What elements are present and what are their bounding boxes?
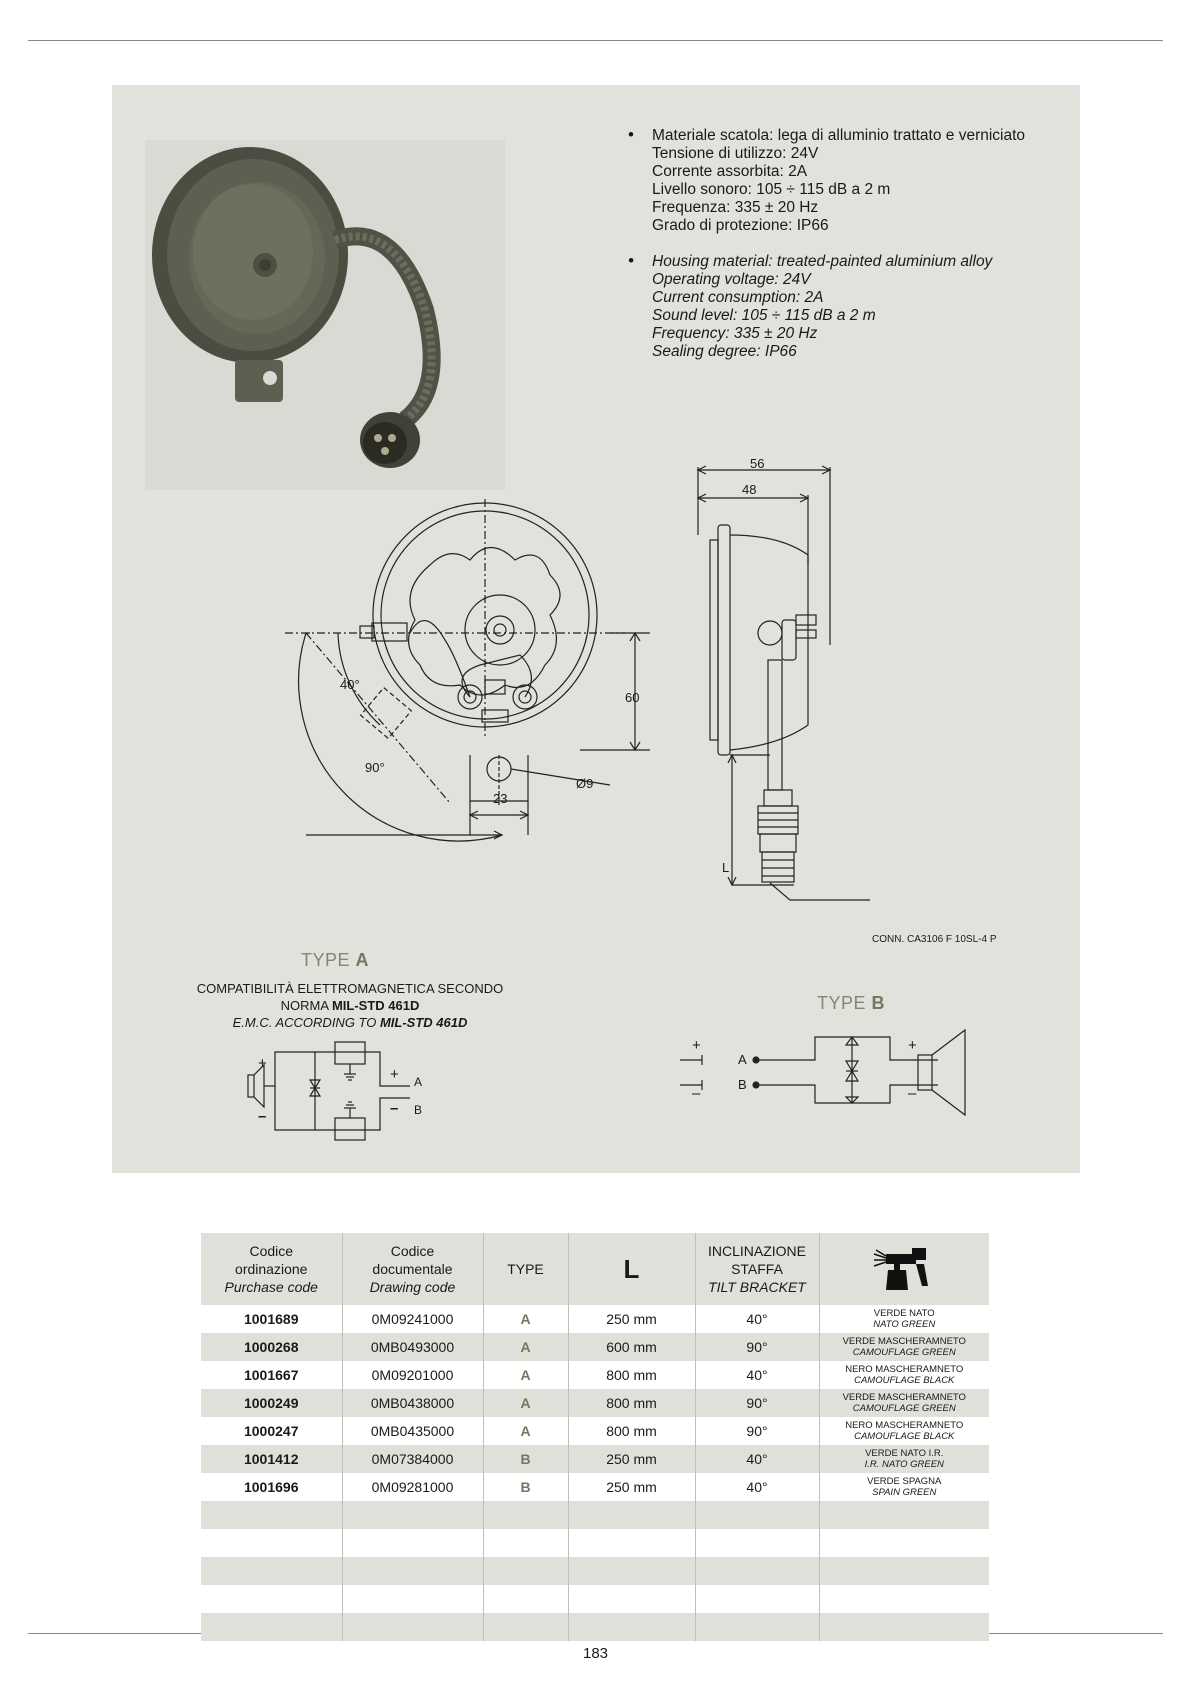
emc-line-2: NORMA MIL-STD 461D [280,998,420,1013]
dim-l-label: L [722,860,730,875]
dim-48-label: 48 [742,482,757,497]
angle-40-label: 40° [340,677,360,692]
cell-code: 1000249 [201,1389,342,1417]
circuit-a-label-b: B [414,1103,423,1117]
header-type: TYPE [483,1233,568,1305]
spray-gun-icon [872,1242,936,1292]
spec-en-1: Operating voltage: 24V [652,271,811,288]
cell-color: NERO MASCHERAMNETO CAMOUFLAGE BLACK [845,1420,964,1442]
spec-it-0: • Materiale scatola: lega di alluminio trattato e verniciato [624,127,1025,145]
cell-type: A [483,1361,568,1389]
table-row [201,1361,989,1389]
table-row-empty [201,1529,989,1557]
table-row [201,1333,989,1361]
circuit-b-minus-right: – [908,1085,917,1102]
table-row-empty [201,1501,989,1529]
cell-tilt: 90° [695,1417,819,1445]
circuit-a-label-a: A [414,1075,423,1089]
cell-l: 250 mm [568,1473,695,1501]
cell-type: A [483,1305,568,1333]
cell-type: A [483,1333,568,1361]
cell-tilt: 90° [695,1389,819,1417]
cell-drawing: 0M07384000 [342,1445,483,1473]
circuit-b-plus-left: + [692,1037,701,1054]
dim-d9-label: Ø9 [576,776,594,791]
spec-en-5: Sealing degree: IP66 [652,343,797,360]
table-row-empty [201,1585,989,1613]
type-a-letter: A [355,950,370,970]
front-view-drawing [280,505,680,835]
cell-drawing: 0M09281000 [342,1473,483,1501]
type-a-heading [301,950,369,971]
table-row [201,1445,989,1473]
spec-it-2: Corrente assorbita: 2A [652,163,808,180]
cell-color: VERDE MASCHERAMNETO CAMOUFLAGE GREEN [819,1389,989,1417]
type-a-prefix: TYPE [301,950,356,970]
cell-code: 1001696 [201,1473,342,1501]
circuit-a-plus-left: + [258,1055,267,1072]
spec-en-2: Current consumption: 2A [652,289,824,306]
page-number: 183 [582,1645,609,1662]
cell-l: 800 mm [568,1389,695,1417]
type-a-circuit [240,1040,440,1140]
cell-code: 1000247 [201,1417,342,1445]
cell-code: 1001667 [201,1361,342,1389]
table-row-empty [201,1613,989,1641]
spec-it-5: Grado di protezione: IP66 [652,217,829,234]
cell-l: 800 mm [568,1361,695,1389]
table-row [201,1473,989,1501]
cell-drawing: 0MB0435000 [342,1417,483,1445]
cell-code: 1000268 [201,1333,342,1361]
horn-photo [145,140,505,490]
spec-en-0: • Housing material: treated-painted aluminium alloy [624,253,992,271]
spec-it-4: Frequenza: 335 ± 20 Hz [652,199,819,216]
cell-type: B [483,1445,568,1473]
header-purchase-code: Codice ordinazione Purchase code [201,1233,342,1305]
cell-color: VERDE SPAGNA SPAIN GREEN [867,1476,942,1498]
cell-drawing: 0M09201000 [342,1361,483,1389]
cell-l: 600 mm [568,1333,695,1361]
table-header-row [201,1233,989,1305]
cell-color: NERO MASCHERAMNETO CAMOUFLAGE BLACK [845,1364,964,1386]
table-row-empty [201,1557,989,1585]
connector-label: CONN. CA3106 F 10SL-4 P [872,934,997,945]
emc-note [160,980,540,1031]
cell-color: VERDE NATO I.R. I.R. NATO GREEN [819,1445,989,1473]
circuit-b-minus-left: – [692,1085,701,1102]
table-row [201,1305,989,1333]
dim-56-label: 56 [750,456,765,471]
parts-table [201,1233,989,1641]
cell-l: 800 mm [568,1417,695,1445]
emc-line-1: COMPATIBILITÀ ELETTROMAGNETICA SECONDO [196,981,504,996]
cell-tilt: 40° [695,1361,819,1389]
cell-tilt: 40° [695,1445,819,1473]
type-b-circuit [680,1025,980,1115]
type-b-prefix: TYPE [817,993,872,1013]
cell-color: VERDE NATO NATO GREEN [873,1308,936,1330]
header-drawing-code: Codice documentale Drawing code [342,1233,483,1305]
cell-type: A [483,1389,568,1417]
specs-english [624,253,992,361]
spec-en-3: Sound level: 105 ÷ 115 dB a 2 m [652,307,876,324]
cell-l: 250 mm [568,1305,695,1333]
dim-23-label: 23 [493,791,508,806]
circuit-b-plus-right: + [908,1037,917,1054]
angle-90-label: 90° [365,760,385,775]
dim-60-label: 60 [625,690,640,705]
type-b-letter: B [871,993,886,1013]
spec-it-1: Tensione di utilizzo: 24V [652,145,819,162]
cell-tilt: 40° [695,1473,819,1501]
spec-it-3: Livello sonoro: 105 ÷ 115 dB a 2 m [652,181,891,198]
cell-type: B [483,1473,568,1501]
top-rule [28,40,1163,41]
circuit-b-label-b: B [738,1077,747,1092]
header-l: L [568,1233,695,1305]
specs-italian [624,127,1025,235]
cell-tilt: 40° [695,1305,819,1333]
side-view-drawing [690,455,840,935]
spec-en-4: Frequency: 335 ± 20 Hz [652,325,818,342]
cell-color: VERDE MASCHERAMNETO CAMOUFLAGE GREEN [819,1333,989,1361]
cell-tilt: 90° [695,1333,819,1361]
header-tilt: INCLINAZIONE STAFFA TILT BRACKET [695,1233,819,1305]
cell-drawing: 0MB0438000 [342,1389,483,1417]
table-row [201,1417,989,1445]
cell-drawing: 0MB0493000 [342,1333,483,1361]
cell-type: A [483,1417,568,1445]
emc-line-3: E.M.C. ACCORDING TO MIL-STD 461D [232,1015,468,1030]
table-row [201,1389,989,1417]
circuit-a-plus-right: + [390,1066,399,1083]
header-paint-icon-cell [819,1233,989,1305]
cell-l: 250 mm [568,1445,695,1473]
type-b-heading [817,993,885,1014]
circuit-a-minus-left: – [258,1108,267,1125]
circuit-a-minus-right: – [390,1100,399,1117]
cell-code: 1001689 [201,1305,342,1333]
cell-drawing: 0M09241000 [342,1305,483,1333]
circuit-b-label-a: A [738,1052,747,1067]
cell-code: 1001412 [201,1445,342,1473]
